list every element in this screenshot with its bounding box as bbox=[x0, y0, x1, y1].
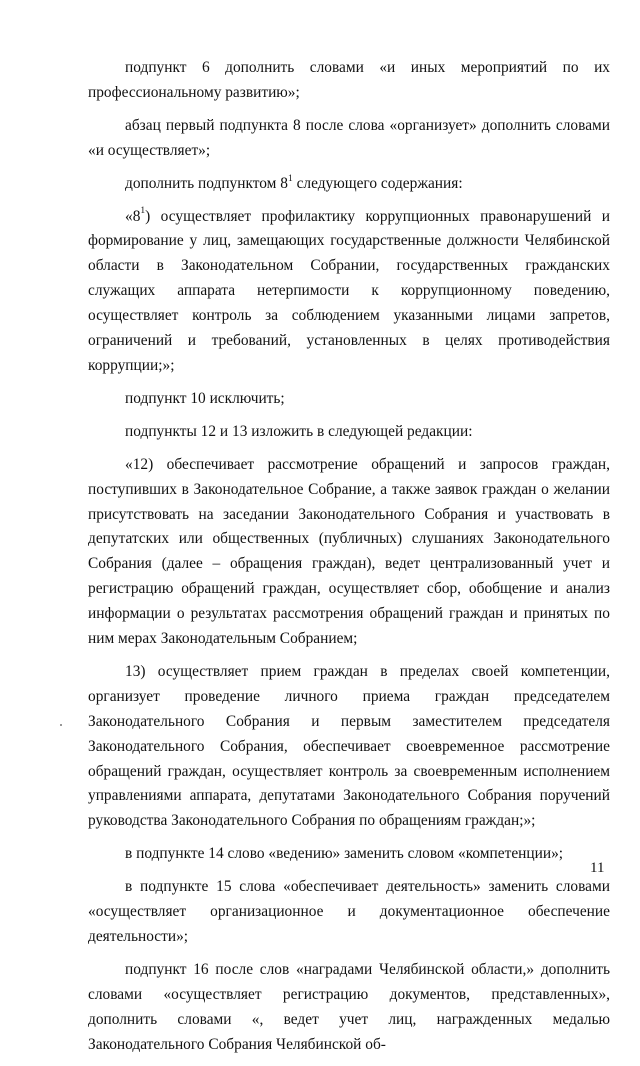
document-body bbox=[88, 56, 610, 1066]
page-number: 11 bbox=[590, 860, 605, 876]
superscript: 1 bbox=[140, 206, 146, 217]
superscript: 1 bbox=[287, 173, 293, 184]
paragraph-11: подпункт 16 после слов «наградами Челябинской области,» дополнить словами «осуществляет регистрацию документов, представленных», дополнить словами «, ведет учет лиц, награжденных медалью Законодательного Собрания Челябинской об- bbox=[88, 960, 610, 1053]
paragraph-6: подпункты 12 и 13 изложить в следующей редакции: bbox=[125, 422, 473, 440]
paragraph-5: подпункт 10 исключить; bbox=[125, 389, 285, 407]
paragraph-4-text: «8 bbox=[125, 207, 141, 225]
paragraph-4-text-end: ) осуществляет профилактику коррупционных правонарушений и формирование у лиц, замещающих государственные должности Челябинской области в Законодательном Собрании, государственных гражданских служащих аппарата нетерпимости к коррупционному поведению, осуществляет контроль за соблюдением указанными лицами запретов, ограничений и требований, установленных в целях противодействия коррупции;»; bbox=[88, 207, 610, 374]
paragraph-3-text: дополнить подпунктом 8 bbox=[125, 174, 288, 192]
paragraph-3-text-end: следующего содержания: bbox=[292, 174, 463, 192]
paragraph-4 bbox=[88, 205, 610, 379]
scan-speck bbox=[60, 724, 62, 726]
paragraph-7: «12) обеспечивает рассмотрение обращений и запросов граждан, поступивших в Законодательное Собрание, а также заявок граждан о желании присутствовать на заседании Законодательного Собрания и участвовать в депутатских или общественных (публичных) слушаниях Законодательного Собрания (далее – обращения граждан), ведет централизованный учет и регистрацию обращений граждан, осуществляет сбор, обобщение и анализ информации о результатах рассмотрения обращений граждан и принятых по ним мерах Законодательным Собранием; bbox=[88, 455, 610, 648]
paragraph-1: подпункт 6 дополнить словами «и иных мероприятий по их профессиональному развитию»; bbox=[88, 59, 610, 101]
paragraph-3 bbox=[88, 172, 610, 197]
paragraph-10: в подпункте 15 слова «обеспечивает деятельность» заменить словами «осуществляет организационное и документационное обеспечение деятельности»; bbox=[88, 878, 610, 945]
paragraph-9: в подпункте 14 слово «ведению» заменить словом «компетенции»; bbox=[125, 845, 564, 863]
paragraph-8: 13) осуществляет прием граждан в пределах своей компетенции, организует проведение личного приема граждан председателем Законодательного Собрания и первым заместителем председателя Законодательного Собрания, обеспечивает своевременное рассмотрение обращений граждан, осуществляет контроль за своевременным исполнением управлениями аппарата, депутатами Законодательного Собрания поручений руководства Законодательного Собрания по обращениям граждан;»; bbox=[88, 662, 610, 830]
paragraph-2: абзац первый подпункта 8 после слова «организует» дополнить словами «и осуществляет»; bbox=[88, 116, 610, 159]
